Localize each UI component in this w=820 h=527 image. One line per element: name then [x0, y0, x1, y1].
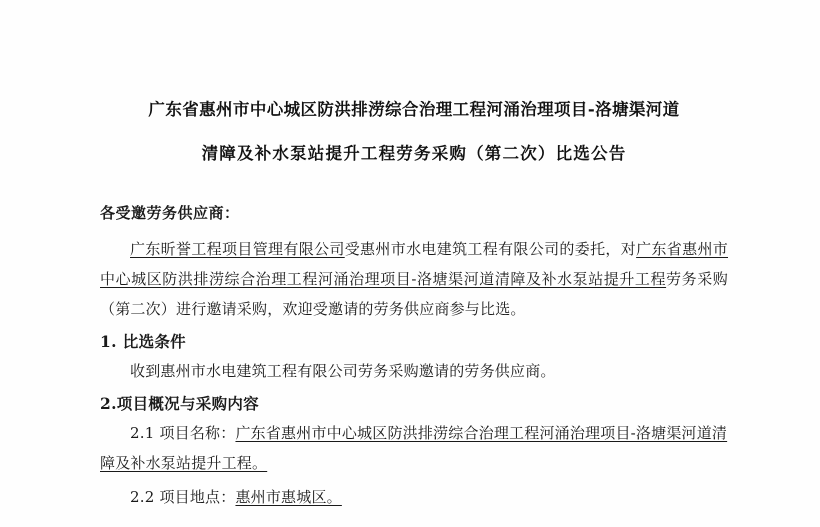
- section-1-paragraph: 收到惠州市水电建筑工程有限公司劳务采购邀请的劳务供应商。: [130, 362, 556, 380]
- item-number-2-1: 2.1: [130, 424, 155, 442]
- section-number-2: 2.: [100, 394, 117, 413]
- section-2-item-2: [100, 482, 728, 512]
- intro-company-underlined: 广东昕誉工程项目管理有限公司: [130, 240, 345, 258]
- page-title: [100, 88, 728, 176]
- intro-text-1: 受惠州市水电建筑工程有限公司的委托，对: [344, 240, 637, 258]
- section-heading-2: [100, 392, 728, 414]
- item-value-2-1: 广东省惠州市中心城区防洪排涝综合治理工程河涌治理项目-洛塘渠河道清障及补水泵站提升工程。: [100, 424, 728, 472]
- item-label-2-1: 项目名称：: [159, 424, 236, 442]
- section-2-item-1: [100, 418, 728, 478]
- intro-text-2: 劳务采购（第二次）进行邀请采购，欢迎受邀请的劳务供应商参与比选。: [100, 270, 728, 318]
- intro-project-underlined: 广东省惠州市中心城区防洪排涝综合治理工程河涌治理项目-洛塘渠河道清障及补水泵站提升工程: [100, 240, 728, 288]
- item-label-2-2: 项目地点：: [159, 488, 236, 506]
- item-number-2-2: 2.2: [130, 488, 155, 506]
- section-number-1: 1.: [100, 332, 117, 351]
- salutation: 各受邀劳务供应商：: [100, 204, 240, 222]
- title-line-1: 广东省惠州市中心城区防洪排涝综合治理工程河涌治理项目-洛塘渠河道: [148, 100, 680, 119]
- item-value-2-2: 惠州市惠城区。: [235, 488, 342, 506]
- section-title-2: 项目概况与采购内容: [116, 394, 259, 413]
- intro-paragraph: [100, 234, 728, 324]
- section-title-1: 比选条件: [122, 332, 186, 351]
- section-heading-1: [100, 330, 728, 352]
- title-line-2: 清障及补水泵站提升工程劳务采购（第二次）比选公告: [201, 144, 627, 163]
